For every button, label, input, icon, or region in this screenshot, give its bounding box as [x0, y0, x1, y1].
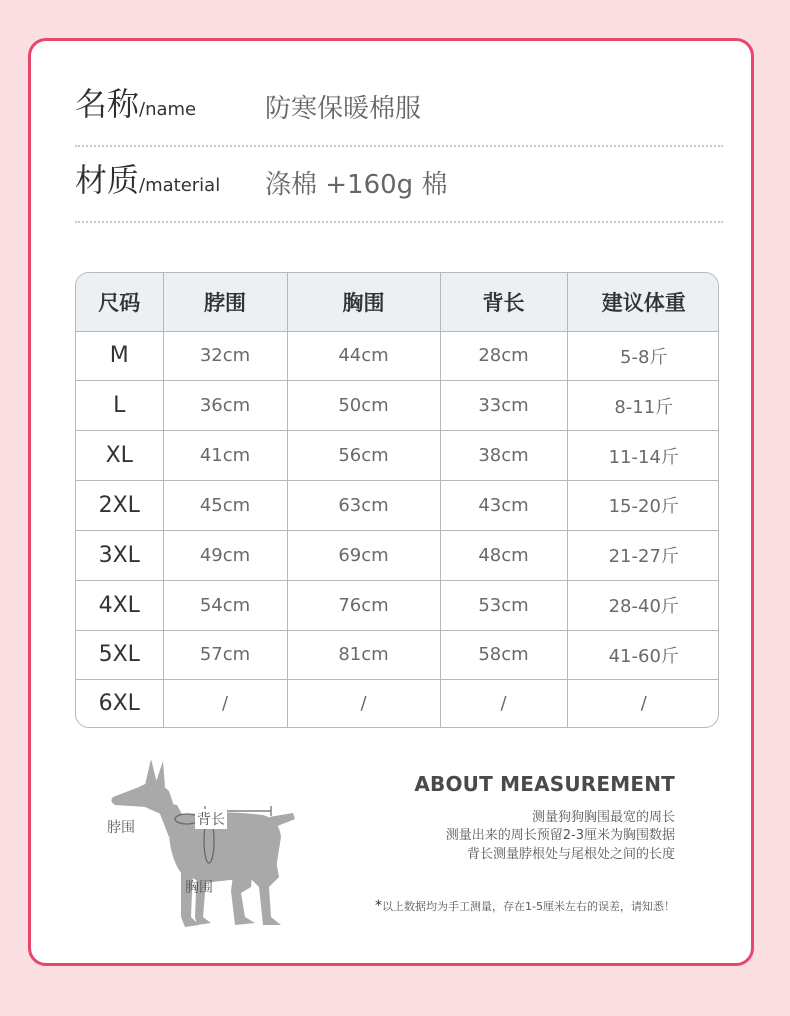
- table-row: [76, 530, 719, 580]
- size-chart-card: [28, 38, 754, 966]
- cell-neck: 54cm: [163, 580, 287, 630]
- measurement-line-1: 测量狗狗胸围最宽的周长: [531, 810, 675, 825]
- cell-size: L: [76, 381, 163, 431]
- cell-neck: 36cm: [163, 381, 287, 431]
- name-label-en: /name: [139, 99, 197, 120]
- cell-weight: 11-14斤: [567, 431, 719, 481]
- dog-measurement-diagram: [103, 757, 323, 937]
- table-row: [76, 680, 719, 727]
- cell-back: 48cm: [440, 530, 567, 580]
- name-row: [75, 67, 723, 147]
- header-weight: 建议体重: [567, 273, 719, 331]
- cell-weight: 21-27斤: [567, 530, 719, 580]
- name-label: [75, 79, 196, 125]
- cell-chest: 50cm: [287, 381, 440, 431]
- note-star: *: [375, 898, 383, 914]
- measurement-note: [375, 898, 675, 914]
- cell-chest: 81cm: [287, 630, 440, 680]
- table-row: [76, 580, 719, 630]
- table-row: [76, 431, 719, 481]
- cell-chest: 76cm: [287, 580, 440, 630]
- cell-neck: /: [163, 680, 287, 727]
- header-chest: 胸围: [287, 273, 440, 331]
- cell-size: 6XL: [76, 680, 163, 727]
- cell-weight: /: [640, 693, 647, 715]
- header-back: 背长: [440, 273, 567, 331]
- cell-weight: 15-20斤: [567, 481, 719, 531]
- dog-silhouette: [111, 759, 295, 927]
- chest-label: 胸围: [185, 880, 213, 896]
- material-label: [75, 155, 220, 201]
- name-label-cn: 名称: [75, 85, 140, 123]
- material-row: [75, 145, 723, 223]
- cell-size: 4XL: [76, 580, 163, 630]
- cell-size: XL: [76, 431, 163, 481]
- material-label-cn: 材质: [75, 161, 140, 199]
- measurement-line-3: 背长测量脖根处与尾根处之间的长度: [466, 847, 675, 862]
- cell-weight: 5-8斤: [567, 331, 719, 381]
- cell-chest: 44cm: [287, 331, 440, 381]
- cell-size: 5XL: [76, 630, 163, 680]
- cell-weight: 8-11斤: [567, 381, 719, 431]
- cell-neck: 32cm: [163, 331, 287, 381]
- cell-back: 53cm: [440, 580, 567, 630]
- cell-neck: 49cm: [163, 530, 287, 580]
- material-value: 涤棉 +160g 棉: [265, 170, 448, 200]
- table-row: [76, 481, 719, 531]
- header-size: 尺码: [76, 273, 163, 331]
- table-row: [76, 630, 719, 680]
- cell-size: 3XL: [76, 530, 163, 580]
- cell-back: 33cm: [440, 381, 567, 431]
- measurement-title: ABOUT MEASUREMENT: [414, 772, 675, 796]
- cell-neck: 45cm: [163, 481, 287, 531]
- cell-neck: 41cm: [163, 431, 287, 481]
- table-row: [76, 331, 719, 381]
- neck-label: 脖围: [107, 820, 135, 836]
- header-neck: 脖围: [163, 273, 287, 331]
- cell-size: M: [76, 331, 163, 381]
- cell-chest: /: [287, 680, 440, 727]
- cell-back: 58cm: [440, 630, 567, 680]
- cell-chest: 63cm: [287, 481, 440, 531]
- cell-back: 28cm: [440, 331, 567, 381]
- cell-weight: 41-60斤: [567, 630, 719, 680]
- measurement-line-2: 测量出来的周长预留2-3厘米为胸围数据: [445, 828, 675, 843]
- back-label: 背长: [195, 809, 227, 829]
- table-header-row: [76, 273, 719, 331]
- cell-back: /: [440, 680, 567, 727]
- cell-chest: 69cm: [287, 530, 440, 580]
- cell-chest: 56cm: [287, 431, 440, 481]
- name-value: 防寒保暖棉服: [265, 94, 422, 124]
- cell-back: 43cm: [440, 481, 567, 531]
- cell-size: 2XL: [76, 481, 163, 531]
- cell-weight: 28-40斤: [567, 580, 719, 630]
- size-table: [75, 272, 719, 728]
- cell-neck: 57cm: [163, 630, 287, 680]
- table-row: [76, 381, 719, 431]
- material-label-en: /material: [139, 175, 221, 196]
- note-text: 以上数据均为手工测量，存在1-5厘米左右的误差，请知悉！: [382, 900, 675, 913]
- cell-back: 38cm: [440, 431, 567, 481]
